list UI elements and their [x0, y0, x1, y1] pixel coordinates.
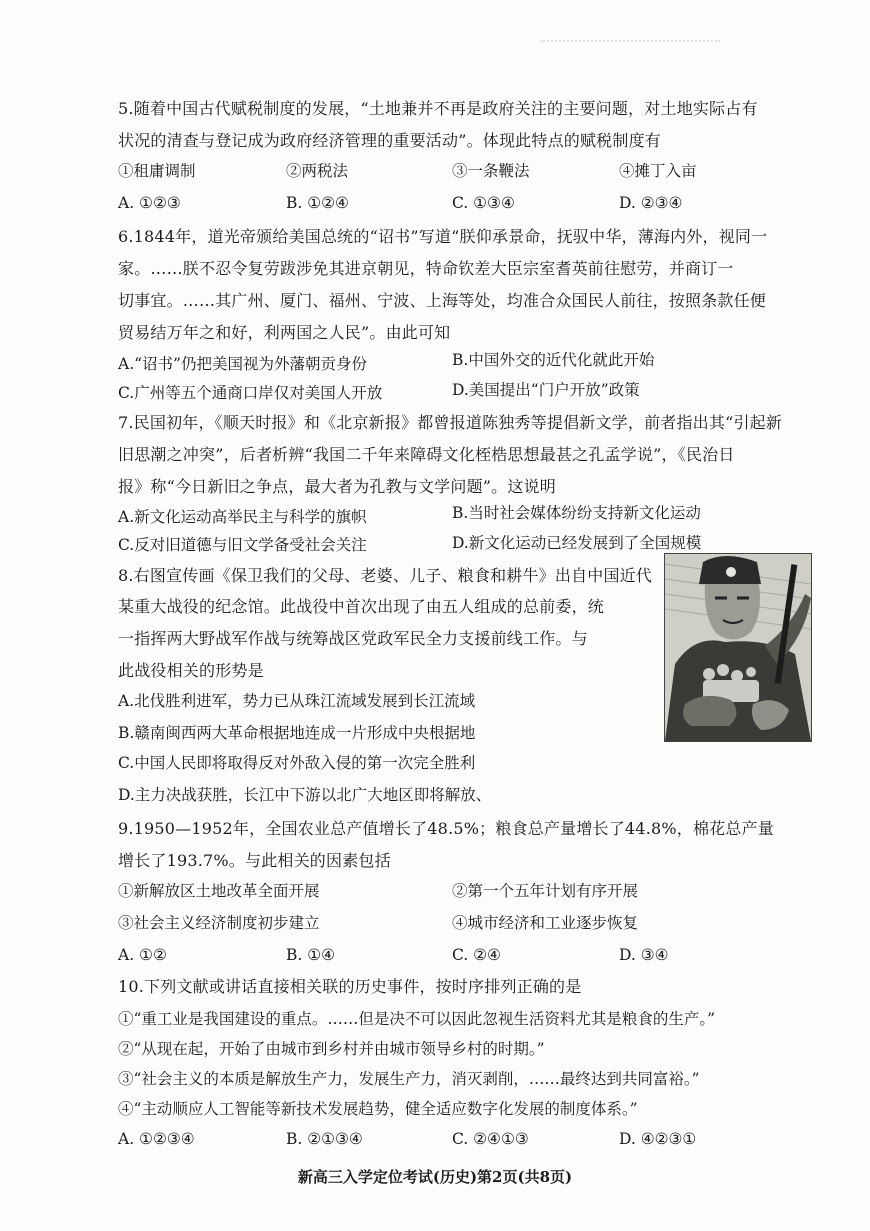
q10-item-3: ③“社会主义的本质是解放生产力，发展生产力，消灭剥削，……最终达到共同富裕。” — [118, 1070, 700, 1088]
q8-stem-line-2: 某重大战役的纪念馆。此战役中首次出现了由五人组成的总前委，统 — [118, 597, 605, 616]
q6-stem-line-1: 6.1844年，道光帝颁给美国总统的“诏书”写道“朕仰承景命，抚驭中华，薄海内外，视同一 — [118, 227, 768, 246]
scan-artifact — [540, 40, 720, 52]
q7-option-b: B.当时社会媒体纷纷支持新文化运动 — [452, 504, 701, 522]
q5-item-4: ④摊丁入亩 — [619, 162, 697, 180]
q7-option-a: A.新文化运动高举民主与科学的旗帜 — [118, 508, 367, 526]
q8-option-a: A.北伐胜利进军，势力已从珠江流域发展到长江流域 — [118, 692, 476, 710]
q9-option-a: A. ①② — [118, 946, 167, 964]
q6-option-a: A.“诏书”仍把美国视为外藩朝贡身份 — [118, 355, 367, 373]
q7-stem-line-2: 旧思潮之冲突”，后者析辨“我国二千年来障碍文化桎梏思想最甚之孔孟学说”，《民治日 — [118, 445, 735, 464]
q9-option-d: D. ③④ — [619, 946, 669, 964]
q5-option-d: D. ②③④ — [619, 194, 683, 212]
q9-item-4: ④城市经济和工业逐步恢复 — [452, 914, 639, 932]
q7-stem-line-1: 7.民国初年，《顺天时报》和《北京新报》都曾报道陈独秀等提倡新文学，前者指出其“引起新 — [118, 413, 783, 432]
q10-item-2: ②“从现在起，开始了由城市到乡村并由城市领导乡村的时期。” — [118, 1040, 545, 1058]
q5-item-3: ③一条鞭法 — [452, 162, 530, 180]
q9-option-c: C. ②④ — [452, 946, 501, 964]
q6-stem-line-2: 家。……朕不忍令复劳跋涉免其进京朝见，特命钦差大臣宗室耆英前往慰劳，并商订一 — [118, 259, 734, 278]
page-footer: 新高三入学定位考试(历史)第2页(共8页) — [297, 1168, 573, 1186]
q5-item-2: ②两税法 — [286, 162, 349, 180]
q10-item-1: ①“重工业是我国建设的重点。……但是决不可以因此忽视生活资料尤其是粮食的生产。” — [118, 1010, 716, 1028]
q10-option-d: D. ④②③① — [619, 1130, 697, 1148]
q6-stem-line-3: 切事宜。……其广州、厦门、福州、宁波、上海等处，均准合众国民人前往，按照条款任便 — [118, 291, 767, 310]
q6-stem-line-4: 贸易结万年之和好，利两国之人民”。由此可知 — [118, 323, 451, 342]
q9-stem-line-1: 9.1950—1952年，全国农业总产值增长了48.5%；粮食总产量增长了44.8%，棉花总产量 — [118, 819, 774, 838]
q8-stem-line-4: 此战役相关的形势是 — [118, 661, 264, 680]
q5-option-c: C. ①③④ — [452, 194, 515, 212]
q7-option-c: C.反对旧道德与旧文学备受社会关注 — [118, 536, 367, 554]
q5-option-a: A. ①②③ — [118, 194, 181, 212]
q10-option-c: C. ②④①③ — [452, 1130, 529, 1148]
q6-option-b: B.中国外交的近代化就此开始 — [452, 351, 655, 369]
q9-item-3: ③社会主义经济制度初步建立 — [118, 914, 320, 932]
q5-item-1: ①租庸调制 — [118, 162, 196, 180]
q9-option-b: B. ①④ — [286, 946, 336, 964]
q5-stem-line-1: 5.随着中国古代赋税制度的发展，“土地兼并不再是政府关注的主要问题，对土地实际占有 — [118, 99, 758, 118]
propaganda-poster-image — [664, 553, 812, 742]
q7-stem-line-3: 报》称“今日新旧之争点，最大者为孔教与文学问题”。这说明 — [118, 477, 556, 496]
q8-stem-line-3: 一指挥两大野战军作战与统筹战区党政军民全力支援前线工作。与 — [118, 629, 588, 648]
q10-item-4: ④“主动顺应人工智能等新技术发展趋势，健全适应数字化发展的制度体系。” — [118, 1100, 638, 1118]
q8-option-b: B.赣南闽西两大革命根据地连成一片形成中央根据地 — [118, 724, 476, 742]
q8-stem-line-1: 8.右图宣传画《保卫我们的父母、老婆、儿子、粮食和耕牛》出自中国近代 — [118, 566, 653, 585]
q10-option-b: B. ②①③④ — [286, 1130, 363, 1148]
q6-option-c: C.广州等五个通商口岸仅对美国人开放 — [118, 384, 383, 402]
q9-item-2: ②第一个五年计划有序开展 — [452, 882, 639, 900]
q10-option-a: A. ①②③④ — [118, 1130, 195, 1148]
q6-option-d: D.美国提出“门户开放”政策 — [452, 381, 640, 399]
q5-stem-line-2: 状况的清查与登记成为政府经济管理的重要活动”。体现此特点的赋税制度有 — [118, 131, 661, 150]
q9-item-1: ①新解放区土地改革全面开展 — [118, 882, 320, 900]
q9-stem-line-2: 增长了193.7%。与此相关的因素包括 — [118, 851, 391, 870]
q7-option-d: D.新文化运动已经发展到了全国规模 — [452, 534, 702, 552]
q8-option-d: D.主力决战获胜，长江中下游以北广大地区即将解放、 — [118, 786, 492, 804]
q8-option-c: C.中国人民即将取得反对外敌入侵的第一次完全胜利 — [118, 754, 476, 772]
q10-stem: 10.下列文献或讲话直接相关联的历史事件，按时序排列正确的是 — [118, 977, 582, 996]
q5-option-b: B. ①②④ — [286, 194, 349, 212]
